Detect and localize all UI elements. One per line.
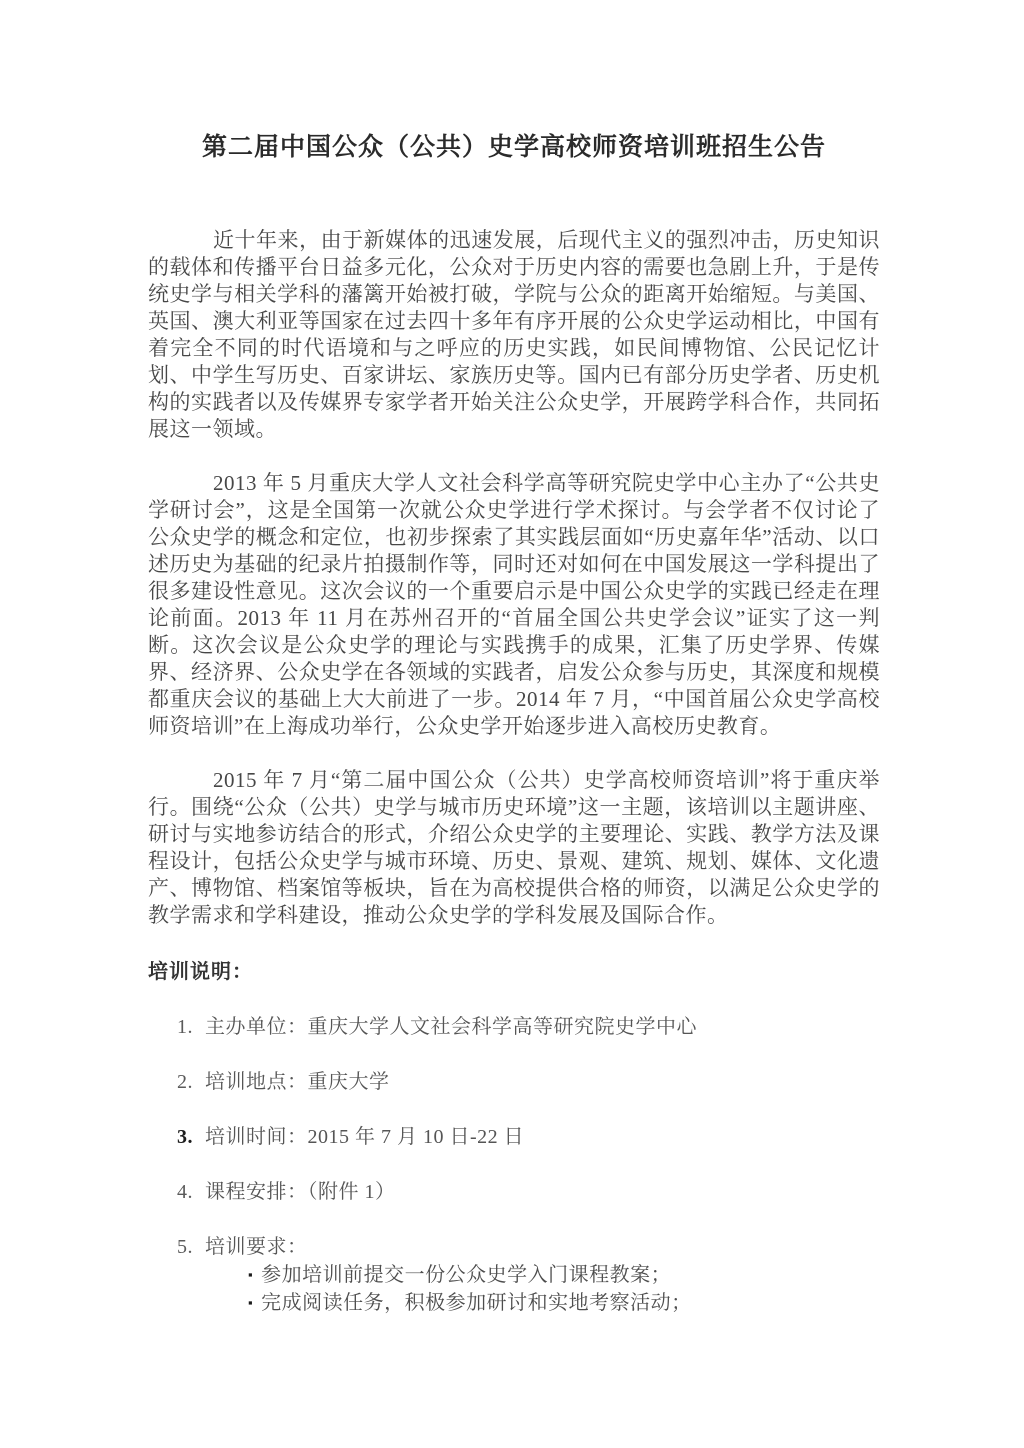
list-item-organizer: [148, 1013, 880, 1041]
bullet-item-text: 完成阅读任务，积极参加研讨和实地考察活动；: [261, 1292, 692, 1314]
list-item-text: 培训地点：重庆大学: [205, 1071, 390, 1093]
list-item-text: 培训时间：2015 年 7 月 10 日-22 日: [205, 1126, 525, 1148]
list-item-number: 2.: [177, 1071, 193, 1093]
page-title: 第二届中国公众（公共）史学高校师资培训班招生公告: [201, 134, 826, 161]
bullet-item-text: 参加培训前提交一份公众史学入门课程教案；: [261, 1264, 672, 1286]
list-item-requirements: [148, 1233, 880, 1317]
requirements-sub-list: [248, 1261, 880, 1317]
paragraph-history-2013: 2013 年 5 月重庆大学人文社会科学高等研究院史学中心主办了“公共史学研讨会”，这是全国第一次就公众史学进行学术探讨。与会学者不仅讨论了公众史学的概念和定位，也初步探索了其实践层面如“历史嘉年华”活动、以口述历史为基础的纪录片拍摄制作等，同时还对如何在中国发展这一学科提出了很多建设性意见。这次会议的一个重要启示是中国公众史学的实践已经走在理论前面。2013 年 11 月在苏州召开的“首届全国公共史学会议”证实了这一判断。这次会议是公众史学的理论与实践携手的成果，汇集了历史学界、传媒界、经济界、公众史学在各领域的实践者，启发公众参与历史，其深度和规模都重庆会议的基础上大大前进了一步。2014 年 7 月，“中国首届公众史学高校师资培训”在上海成功举行，公众史学开始逐步进入高校历史教育。: [148, 471, 880, 738]
training-notes-list: [148, 1013, 880, 1317]
list-item-number: 4.: [177, 1181, 193, 1203]
square-bullet-icon: ▪: [248, 1295, 254, 1310]
bullet-item: [248, 1289, 880, 1317]
list-item-number: 1.: [177, 1016, 193, 1038]
list-item-number: 3.: [177, 1126, 193, 1148]
list-item-text: 课程安排：（附件 1）: [205, 1181, 396, 1203]
list-item-text: 培训要求：: [205, 1236, 308, 1258]
list-item-schedule: [148, 1178, 880, 1206]
bullet-item: [248, 1261, 880, 1289]
list-item-time: [148, 1123, 880, 1151]
document-body: [148, 227, 880, 929]
section-heading-training-notes: 培训说明：: [148, 961, 253, 983]
list-item-number: 5.: [177, 1236, 193, 1258]
paragraph-2015-training: 2015 年 7 月“第二届中国公众（公共）史学高校师资培训”将于重庆举行。围绕“公众（公共）史学与城市历史环境”这一主题，该培训以主题讲座、研讨与实地参访结合的形式，介绍公众史学的主要理论、实践、教学方法及课程设计，包括公众史学与城市环境、历史、景观、建筑、规划、媒体、文化遗产、博物馆、档案馆等板块，旨在为高校提供合格的师资，以满足公众史学的教学需求和学科建设，推动公众史学的学科发展及国际合作。: [148, 768, 880, 927]
document-content: [148, 0, 880, 1317]
paragraph-intro: 近十年来，由于新媒体的迅速发展，后现代主义的强烈冲击，历史知识的载体和传播平台日益多元化，公众对于历史内容的需要也急剧上升，于是传统史学与相关学科的藩篱开始被打破，学院与公众的距离开始缩短。与美国、英国、澳大利亚等国家在过去四十多年有序开展的公众史学运动相比，中国有着完全不同的时代语境和与之呼应的历史实践，如民间博物馆、公民记忆计划、中学生写历史、百家讲坛、家族历史等。国内已有部分历史学者、历史机构的实践者以及传媒界专家学者开始关注公众史学，开展跨学科合作，共同拓展这一领域。: [148, 228, 880, 441]
list-item-text: 主办单位：重庆大学人文社会科学高等研究院史学中心: [205, 1016, 697, 1038]
square-bullet-icon: ▪: [248, 1267, 254, 1282]
list-item-location: [148, 1068, 880, 1096]
